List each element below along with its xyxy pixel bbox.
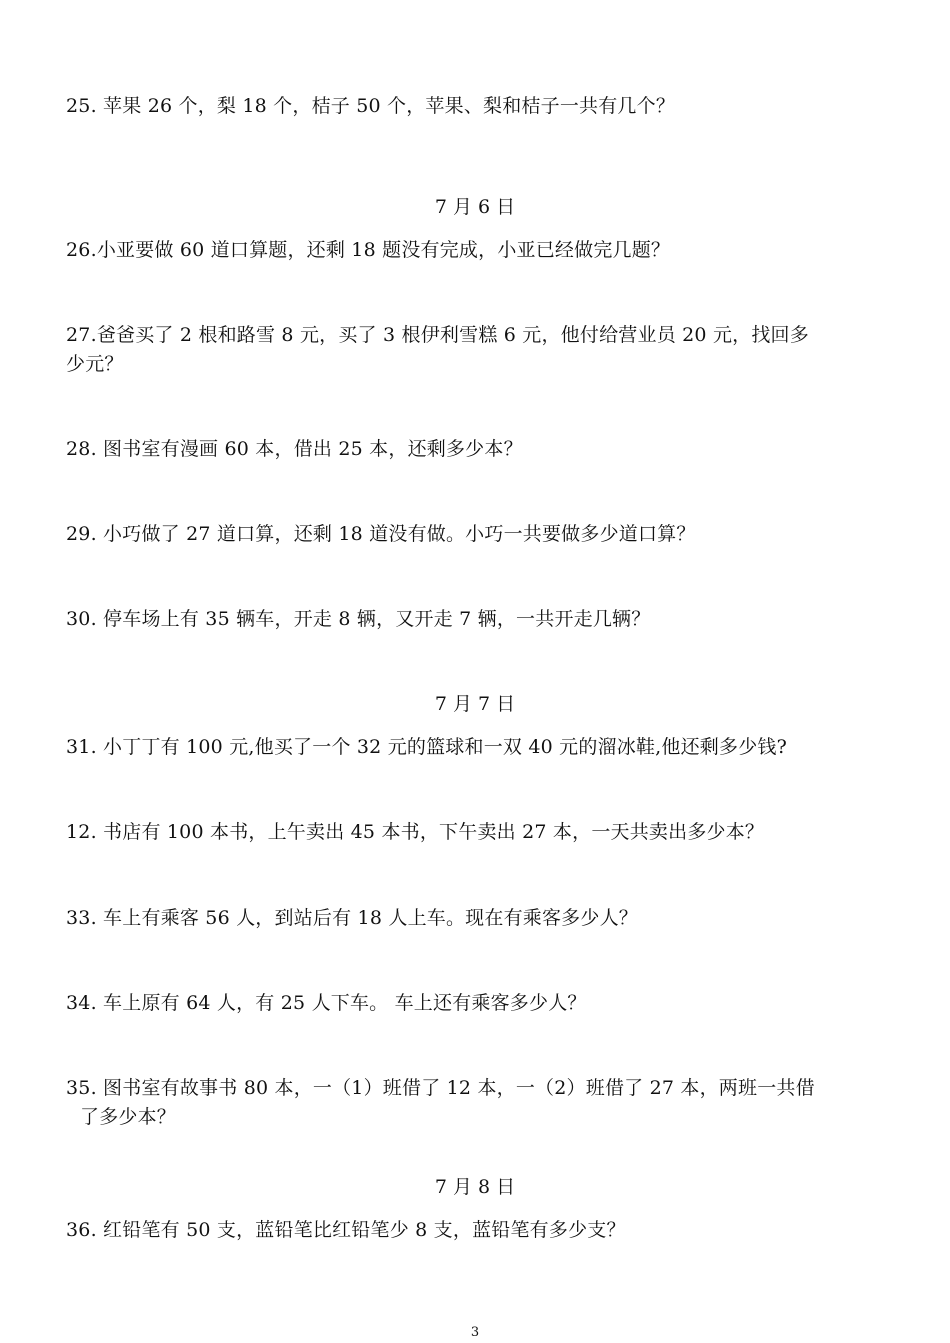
problem-35-continuation: 了多少本？ [80, 1106, 177, 1128]
date-heading-july-6: 7 月 6 日 [434, 196, 516, 218]
problem-36: 36. 红铅笔有 50 支，蓝铅笔比红铅笔少 8 支，蓝铅笔有多少支？ [66, 1219, 626, 1241]
problem-27-continuation: 少元？ [66, 353, 124, 375]
problem-25: 25. 苹果 26 个，梨 18 个，桔子 50 个，苹果、梨和桔子一共有几个？ [66, 95, 676, 117]
problem-31: 31. 小丁丁有 100 元,他买了一个 32 元的篮球和一双 40 元的溜冰鞋,他还剩多少钱? [66, 736, 787, 758]
problem-27: 27.爸爸买了 2 根和路雪 8 元，买了 3 根伊利雪糕 6 元，他付给营业员 20 元，找回多 [66, 324, 809, 346]
problem-26: 26.小亚要做 60 道口算题，还剩 18 题没有完成，小亚已经做完几题？ [66, 239, 671, 261]
problem-28: 28. 图书室有漫画 60 本，借出 25 本，还剩多少本？ [66, 438, 523, 460]
page-number: 3 [470, 1325, 480, 1340]
problem-29: 29. 小巧做了 27 道口算，还剩 18 道没有做。小巧一共要做多少道口算？ [66, 523, 696, 545]
date-heading-july-8: 7 月 8 日 [434, 1176, 516, 1198]
problem-12: 12. 书店有 100 本书，上午卖出 45 本书，下午卖出 27 本，一天共卖出多少本？ [66, 821, 765, 843]
problem-35: 35. 图书室有故事书 80 本，一（1）班借了 12 本，一（2）班借了 27 本，两班一共借 [66, 1077, 815, 1099]
problem-30: 30. 停车场上有 35 辆车，开走 8 辆，又开走 7 辆，一共开走几辆？ [66, 608, 651, 630]
problem-34: 34. 车上原有 64 人，有 25 人下车。 车上还有乘客多少人？ [66, 992, 587, 1014]
problem-33: 33. 车上有乘客 56 人，到站后有 18 人上车。现在有乘客多少人？ [66, 907, 638, 929]
date-heading-july-7: 7 月 7 日 [434, 693, 516, 715]
